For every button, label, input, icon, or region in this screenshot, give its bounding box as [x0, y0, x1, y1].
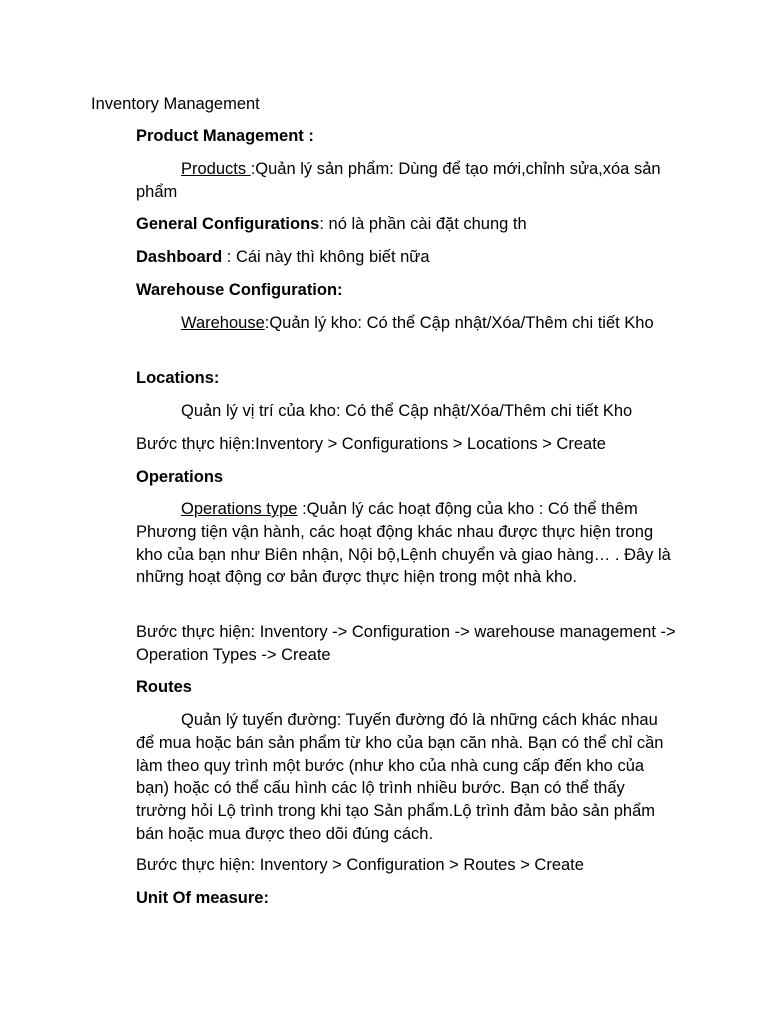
unit-of-measure-heading: Unit Of measure: [136, 889, 269, 907]
dashboard-text: : Cái này thì không biết nữa [222, 248, 430, 266]
operations-steps: Bước thực hiện: Inventory -> Configuration -> warehouse management -> Operation Types -> Create [136, 623, 676, 664]
locations-description: Quản lý vị trí của kho: Có thể Cập nhật/Xóa/Thêm chi tiết Kho [181, 402, 633, 420]
products-description: :Quản lý sản phẩm: Dùng để tạo mới,chỉnh sửa,xóa sản phẩm [136, 160, 661, 201]
locations-steps: Bước thực hiện:Inventory > Configurations > Locations > Create [136, 435, 606, 453]
routes-description: Quản lý tuyến đường: Tuyến đường đó là những cách khác nhau để mua hoặc bán sản phẩm từ kho của bạn căn nhà. Bạn có thể chỉ cần làm theo quy trình một bước (như kho của nhà cung cấp đến kho của bạn) hoặc có thể cấu hình các lộ trình nhiều bước. Bạn có thể thấy trường hỏi Lộ trình trong khi tạo Sản phẩm.Lộ trình đảm bảo sản phẩm bán hoặc mua được theo dõi đúng cách. [136, 711, 664, 843]
operations-type-description: :Quản lý các hoạt động của kho : Có thể thêm Phương tiện vận hành, các hoạt động khác nhau được thực hiện trong kho của bạn như Biên nhận, Nội bộ,Lệnh chuyển và giao hàng… . Đây là những hoạt động cơ bản được thực hiện trong một nhà kho. [136, 500, 671, 587]
operations-type-link[interactable]: Operations type [181, 500, 298, 518]
general-configurations-label: General Configurations [136, 215, 320, 233]
products-link[interactable]: Products [181, 160, 251, 178]
general-configurations-paragraph [136, 213, 676, 236]
warehouse-paragraph [136, 312, 676, 335]
warehouse-configuration-heading: Warehouse Configuration: [136, 281, 343, 299]
warehouse-description: :Quản lý kho: Có thể Cập nhật/Xóa/Thêm chi tiết Kho [264, 314, 654, 332]
dashboard-paragraph [136, 246, 676, 269]
document-title: Inventory Management [91, 95, 260, 113]
dashboard-label: Dashboard [136, 248, 223, 266]
operations-type-paragraph [136, 498, 676, 589]
routes-heading: Routes [136, 678, 192, 696]
general-configurations-text: : nó là phần cài đặt chung th [319, 215, 527, 233]
routes-steps: Bước thực hiện: Inventory > Configuration > Routes > Create [136, 856, 584, 874]
product-management-heading: Product Management : [136, 127, 314, 145]
operations-heading: Operations [136, 468, 224, 486]
locations-heading: Locations: [136, 369, 220, 387]
products-paragraph [136, 158, 676, 204]
warehouse-link[interactable]: Warehouse [181, 314, 265, 332]
